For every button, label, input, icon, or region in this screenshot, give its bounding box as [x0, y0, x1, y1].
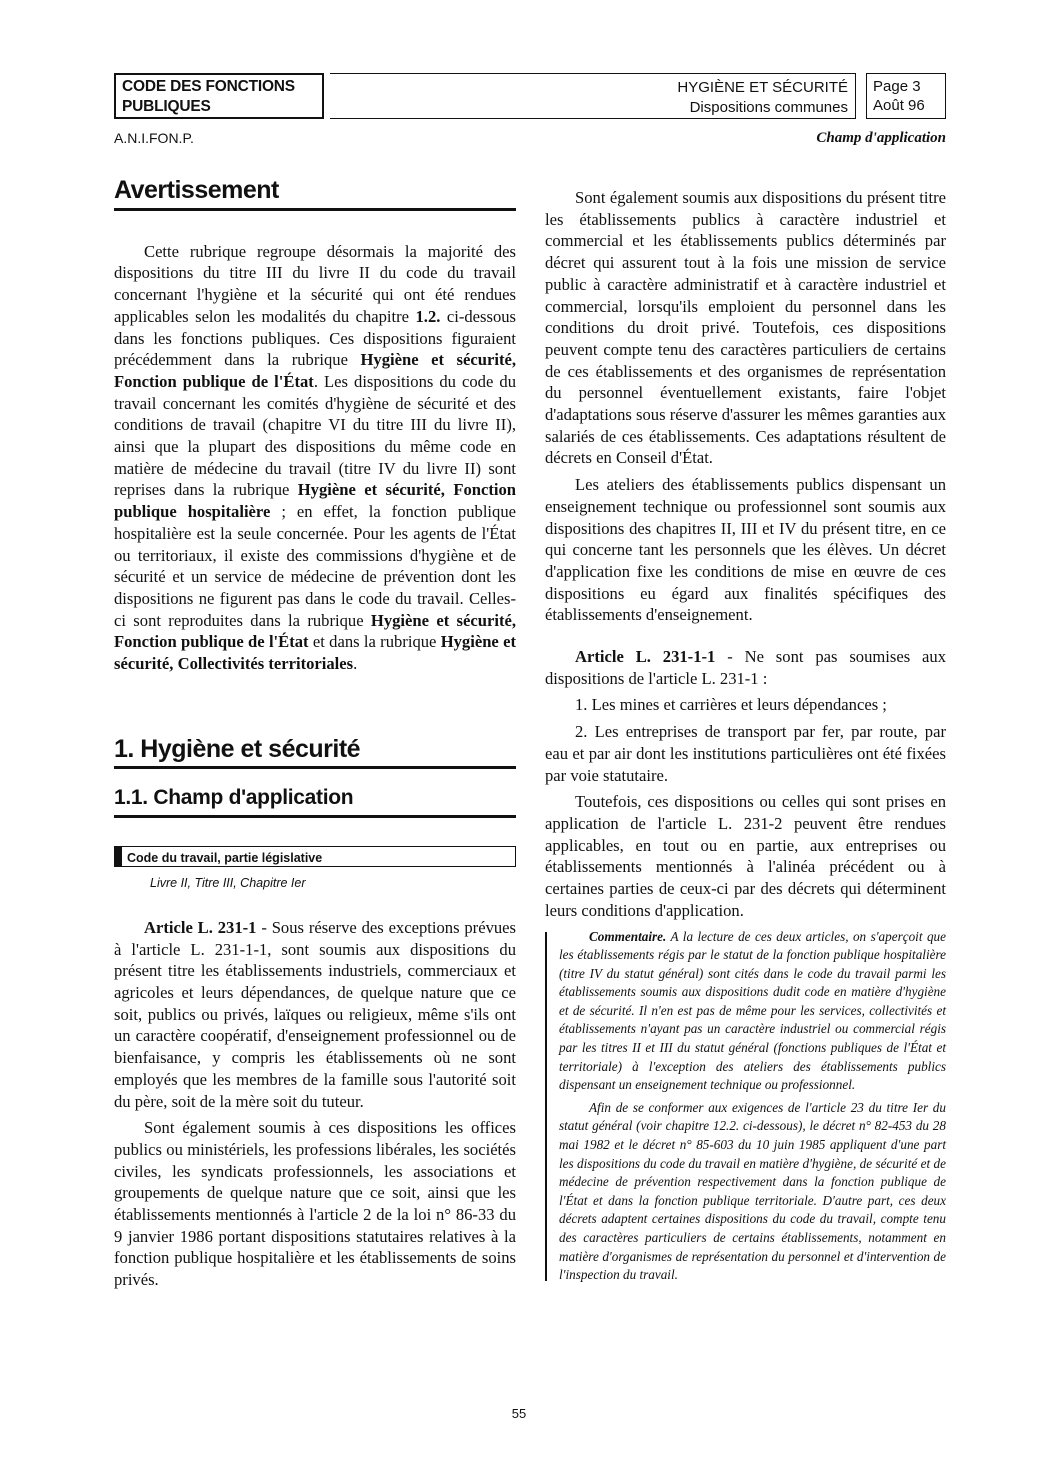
source-label: A.N.I.FON.P. [114, 130, 194, 146]
date-label: Août 96 [873, 97, 925, 114]
warning-heading: Avertissement [114, 180, 516, 211]
right-paragraph-2: Les ateliers des établissements publics dispensant un enseignement technique ou professionnel sont soumis aux dispositions des chapitres II, III et IV du présent titre, en ce qui concerne tant les personnels que les élèves. Un décret d'application fixe les conditions de mise en œuvre de ces dispositions eu égard aux finalités spécifiques des établissements d'enseignement. [545, 475, 946, 625]
code-source-label: Code du travail, partie législative [127, 851, 323, 866]
subsection-heading: 1.1. Champ d'application [114, 787, 516, 818]
exception-item-2: 2. Les entreprises de transport par fer, par route, par eau et par air dont les institutions particulières ont été fixées par voie statutaire. [545, 722, 946, 785]
warning-paragraph: Cette rubrique regroupe désormais la majorité des dispositions du titre III du livre II du code du travail concernant l'hygiène et la sécurité qui ont été rendues applicables selon les modalités du chapitre 1.2. ci-dessous dans les fonctions publiques. Ces dispositions figuraient précédemment dans la rubrique Hygiène et sécurité, Fonction publique de l'État. Les dispositions du code du travail concernant les comités d'hygiène de sécurité et des conditions de travail (chapitre VI du titre III du livre II), ainsi que la plupart des dispositions du même code en matière de médecine du travail (titre IV du livre II) sont reprises dans la rubrique Hygiène et sécurité, Fonction publique hospitalière ; en effet, la fonction publique hospitalière est la seule concernée. Pour les agents de l'État ou territoriaux, il existe des commissions d'hygiène et de sécurité et un service de médecine de prévention dont les dispositions ne figurent pas dans le code du travail. Celles-ci sont reproduites dans la rubrique Hygiène et sécurité, Fonction publique de l'État et dans la rubrique Hygiène et sécurité, Collectivités territoriales. [114, 241, 517, 674]
code-marker [114, 846, 122, 867]
page-label: Page 3 [873, 78, 921, 95]
left-column [114, 176, 517, 1291]
article-l231-1-paragraph-2: Sont également soumis à ces dispositions les offices publics ou ministériels, les professions libérales, les sociétés civiles, les syndicats professionnels, les associations et groupements de quelque nature que ce soit, ainsi que les établissements mentionnés à l'article 2 de la loi n° 86-33 du 9 janvier 1986 portant dispositions statutaires relatives à la fonction publique hospitalière et les établissements de soins privés. [114, 1118, 516, 1290]
article-l231-1-1: Article L. 231-1-1 - Ne sont pas soumises aux dispositions de l'article L. 231-1 : [545, 647, 947, 688]
right-paragraph-3: Toutefois, ces dispositions ou celles qui sont prises en application de l'article L. 231-2 peuvent être rendues applicables, en tout ou en partie, aux entreprises ou établissements mentionnés à l'alinéa précédent ou à certaines parties de ceux-ci par des décrets qui déterminent leurs conditions d'application. [545, 792, 946, 920]
code-source-box [114, 846, 516, 867]
header-section [677, 78, 848, 118]
code-header-box [114, 73, 324, 119]
subsection-title: Dispositions communes [689, 99, 848, 116]
commentary-block [545, 928, 946, 1285]
commentary-paragraph-2: Afin de se conformer aux exigences de l'article 23 du titre Ier du statut général (voir chapitre 12.2. ci-dessous), le décret n° 82-453 du 28 mai 1982 et le décret n° 85-603 du 10 juin 1985 appliquent d'une part les dispositions du code du travail en matière d'hygiène, de sécurité et de médecine de prévention respectivement dans la fonction publique de l'État et dans la fonction publique territoriale. D'autre part, ces deux décrets adaptent certaines dispositions du code du travail, compte tenu des caractères particuliers de certains établissements, notamment en matière d'organismes de représentation du personnel et d'intervention de l'inspection du travail. [559, 1099, 946, 1283]
section-heading: 1. Hygiène et sécurité [114, 739, 516, 770]
article-l231-1: Article L. 231-1 - Sous réserve des exceptions prévues à l'article L. 231-1-1, sont soumis aux dispositions du présent titre les établissements industriels, commerciaux et agricoles et leurs dépendances, de quelque nature que ce soit, publics ou privés, laïques ou religieux, même s'ils ont un caractère coopératif, d'enseignement professionnel ou de bienfaisance, y compris les établissements où ne sont employés que les membres de la famille sous l'autorité soit du père, soit de la mère soit du tuteur. [114, 917, 516, 1111]
code-title-line2: PUBLIQUES [122, 98, 211, 115]
right-column [545, 187, 946, 1285]
page-info-box [866, 73, 946, 119]
section-title: HYGIÈNE ET SÉCURITÉ [677, 79, 848, 96]
running-title: Champ d'application [816, 130, 946, 146]
exception-item-1: 1. Les mines et carrières et leurs dépendances ; [575, 695, 887, 715]
page-number: 55 [511, 1406, 527, 1421]
livre-reference: Livre II, Titre III, Chapitre Ier [150, 876, 306, 891]
commentary-paragraph-1: Commentaire. A la lecture de ces deux articles, on s'aperçoit que les établissements régis par le statut de la fonction publique hospitalière (titre IV du statut général) sont cités dans le code du travail parmi les établissements soumis aux dispositions dudit code en matière d'hygiène et de sécurité. Il n'en est pas de même pour les services, collectivités et établissements n'ayant pas un caractère industriel ou commercial régis par les titres II et III du statut général (fonctions publiques de l'État et territoriale) à l'exception des ateliers des établissements publics dispensant un enseignement technique ou professionnel. [559, 928, 946, 1093]
right-paragraph-1: Sont également soumis aux dispositions du présent titre les établissements publics à caractère industriel et commercial et les établissements publics déterminés par décret qui assurent tout à la fois une mission de service public à caractère administratif et à caractère industriel et commercial, lorsqu'ils emploient du personnel dans les conditions du droit privé. Toutefois, ces dispositions peuvent compte tenu des caractères particuliers de certains de ces établissements et des organismes de représentation du personnel éventuellement existants, faire l'objet d'adaptations sous réserve d'assurer les mêmes garanties aux salariés de ces établissements. Ces adaptations résultent de décrets en Conseil d'État. [545, 188, 946, 468]
code-title-line1: CODE DES FONCTIONS [122, 78, 295, 95]
